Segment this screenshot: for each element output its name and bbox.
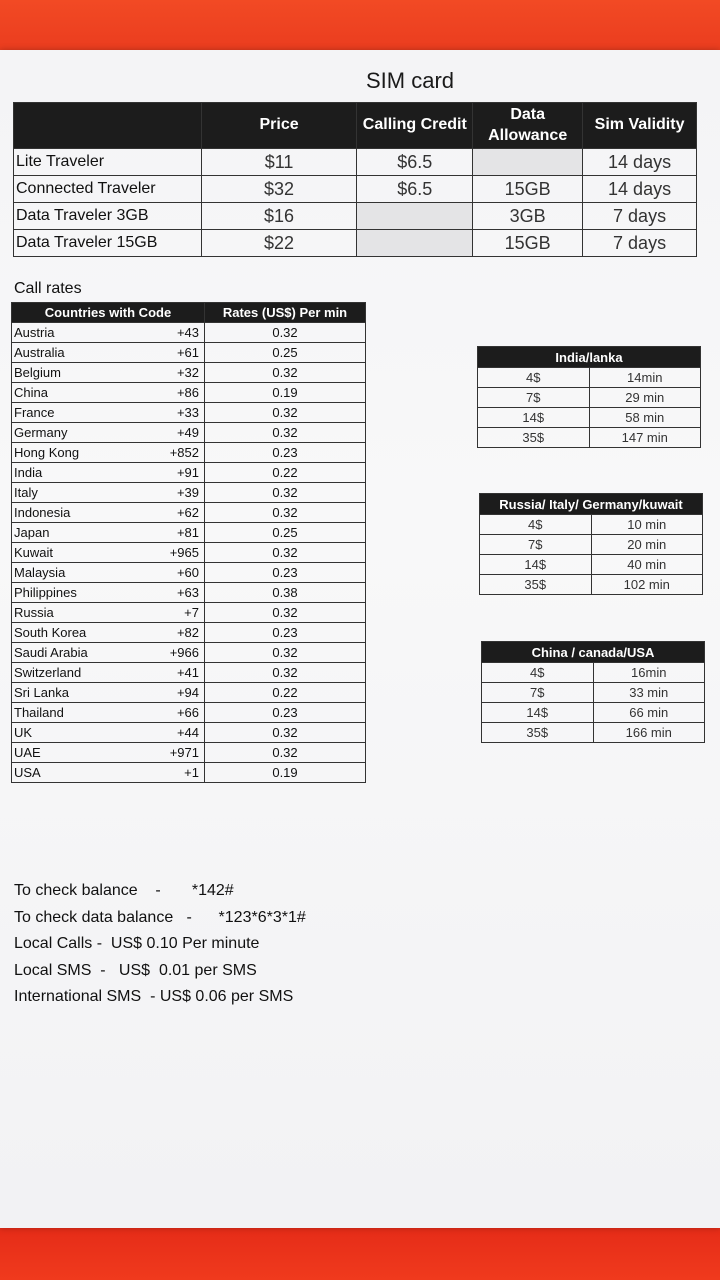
country-name: Kuwait bbox=[12, 543, 145, 563]
plan-data: 15GB bbox=[473, 230, 583, 257]
table-row bbox=[12, 443, 366, 463]
table-row bbox=[480, 515, 703, 535]
country-name: Germany bbox=[12, 423, 145, 443]
plan-price: $22 bbox=[201, 230, 357, 257]
country-name: Malaysia bbox=[12, 563, 145, 583]
pack-minutes: 14min bbox=[589, 368, 701, 388]
pack-price: 35$ bbox=[480, 575, 592, 595]
pack-price: 14$ bbox=[478, 408, 590, 428]
country-code: +965 bbox=[144, 543, 205, 563]
country-code: +66 bbox=[144, 703, 205, 723]
header-rates: Rates (US$) Per min bbox=[205, 303, 366, 323]
call-rate: 0.19 bbox=[205, 763, 366, 783]
note-check-data-balance: To check data balance - *123*6*3*1# bbox=[14, 908, 306, 926]
country-name: South Korea bbox=[12, 623, 145, 643]
country-code: +81 bbox=[144, 523, 205, 543]
country-code: +82 bbox=[144, 623, 205, 643]
country-name: Austria bbox=[12, 323, 145, 343]
table-row bbox=[12, 483, 366, 503]
table-row bbox=[12, 623, 366, 643]
plan-data: 15GB bbox=[473, 176, 583, 203]
country-code: +44 bbox=[144, 723, 205, 743]
country-name: Japan bbox=[12, 523, 145, 543]
country-code: +971 bbox=[144, 743, 205, 763]
note-international-sms: International SMS - US$ 0.06 per SMS bbox=[14, 988, 294, 1005]
pack-price: 7$ bbox=[480, 535, 592, 555]
note-local-calls: Local Calls - US$ 0.10 Per minute bbox=[14, 935, 260, 952]
call-rate: 0.22 bbox=[205, 683, 366, 703]
table-row bbox=[12, 403, 366, 423]
plan-validity: 14 days bbox=[583, 149, 697, 176]
table-row bbox=[12, 643, 366, 663]
sim-plans-table bbox=[13, 102, 697, 257]
table-row bbox=[12, 763, 366, 783]
pack-minutes: 10 min bbox=[591, 515, 703, 535]
table-row bbox=[12, 523, 366, 543]
plan-credit bbox=[357, 203, 473, 230]
country-name: Russia bbox=[12, 603, 145, 623]
call-rate: 0.32 bbox=[205, 483, 366, 503]
pack-price: 14$ bbox=[480, 555, 592, 575]
table-row bbox=[12, 383, 366, 403]
call-rates-title: Call rates bbox=[14, 280, 82, 297]
table-row bbox=[12, 583, 366, 603]
pack-price: 4$ bbox=[480, 515, 592, 535]
pack-minutes: 166 min bbox=[593, 723, 705, 743]
call-rate: 0.25 bbox=[205, 343, 366, 363]
table-row bbox=[14, 176, 697, 203]
country-code: +60 bbox=[144, 563, 205, 583]
pack-price: 35$ bbox=[478, 428, 590, 448]
call-rate: 0.32 bbox=[205, 403, 366, 423]
plan-name: Connected Traveler bbox=[14, 176, 202, 203]
call-rate: 0.23 bbox=[205, 703, 366, 723]
plan-price: $11 bbox=[201, 149, 357, 176]
country-name: Belgium bbox=[12, 363, 145, 383]
table-row bbox=[12, 723, 366, 743]
table-row bbox=[12, 563, 366, 583]
call-rate: 0.32 bbox=[205, 723, 366, 743]
country-name: Italy bbox=[12, 483, 145, 503]
pack-price: 35$ bbox=[482, 723, 594, 743]
pack-minutes: 147 min bbox=[589, 428, 701, 448]
pack-price: 14$ bbox=[482, 703, 594, 723]
country-name: China bbox=[12, 383, 145, 403]
country-code: +39 bbox=[144, 483, 205, 503]
table-row bbox=[12, 363, 366, 383]
country-code: +62 bbox=[144, 503, 205, 523]
pack-title: China / canada/USA bbox=[482, 642, 705, 663]
page-title: SIM card bbox=[365, 68, 455, 93]
call-rates-table bbox=[11, 302, 366, 783]
table-row bbox=[12, 743, 366, 763]
call-rate: 0.32 bbox=[205, 603, 366, 623]
call-rate: 0.32 bbox=[205, 743, 366, 763]
plan-price: $16 bbox=[201, 203, 357, 230]
country-name: Sri Lanka bbox=[12, 683, 145, 703]
call-rate: 0.32 bbox=[205, 663, 366, 683]
call-rate: 0.23 bbox=[205, 443, 366, 463]
plan-credit: $6.5 bbox=[357, 149, 473, 176]
table-row bbox=[12, 323, 366, 343]
table-row bbox=[482, 663, 705, 683]
call-rate: 0.32 bbox=[205, 503, 366, 523]
country-name: USA bbox=[12, 763, 145, 783]
country-name: UAE bbox=[12, 743, 145, 763]
pack-minutes: 29 min bbox=[589, 388, 701, 408]
country-code: +7 bbox=[144, 603, 205, 623]
country-code: +966 bbox=[144, 643, 205, 663]
call-rate: 0.32 bbox=[205, 423, 366, 443]
table-row bbox=[14, 203, 697, 230]
header-price: Price bbox=[201, 103, 357, 149]
country-name: Indonesia bbox=[12, 503, 145, 523]
table-row bbox=[12, 663, 366, 683]
header-calling-credit: Calling Credit bbox=[357, 103, 473, 149]
table-row bbox=[480, 535, 703, 555]
usage-notes bbox=[14, 878, 306, 1011]
pack-minutes: 40 min bbox=[591, 555, 703, 575]
header-sim-validity: Sim Validity bbox=[583, 103, 697, 149]
pack-price: 7$ bbox=[478, 388, 590, 408]
call-rate: 0.23 bbox=[205, 623, 366, 643]
country-code: +33 bbox=[144, 403, 205, 423]
plan-name: Data Traveler 15GB bbox=[14, 230, 202, 257]
country-name: Australia bbox=[12, 343, 145, 363]
plan-name: Lite Traveler bbox=[14, 149, 202, 176]
call-rate: 0.19 bbox=[205, 383, 366, 403]
table-row bbox=[482, 683, 705, 703]
pack-minutes: 102 min bbox=[591, 575, 703, 595]
plan-validity: 7 days bbox=[583, 203, 697, 230]
country-name: Philippines bbox=[12, 583, 145, 603]
table-row bbox=[480, 555, 703, 575]
table-row bbox=[12, 423, 366, 443]
table-row bbox=[14, 230, 697, 257]
country-code: +1 bbox=[144, 763, 205, 783]
country-code: +86 bbox=[144, 383, 205, 403]
pack-price: 4$ bbox=[482, 663, 594, 683]
country-code: +43 bbox=[144, 323, 205, 343]
table-row bbox=[482, 723, 705, 743]
table-row bbox=[478, 388, 701, 408]
pack-minutes: 58 min bbox=[589, 408, 701, 428]
table-row bbox=[480, 575, 703, 595]
plan-data: 3GB bbox=[473, 203, 583, 230]
country-code: +852 bbox=[144, 443, 205, 463]
table-row bbox=[12, 603, 366, 623]
pack-table-china-canada-usa bbox=[481, 641, 705, 743]
table-row bbox=[12, 463, 366, 483]
call-rate: 0.25 bbox=[205, 523, 366, 543]
country-name: Thailand bbox=[12, 703, 145, 723]
call-rate: 0.32 bbox=[205, 323, 366, 343]
header-data-allowance: Data Allowance bbox=[473, 103, 583, 149]
header-plan bbox=[14, 103, 202, 149]
plan-credit: $6.5 bbox=[357, 176, 473, 203]
country-code: +49 bbox=[144, 423, 205, 443]
call-rate: 0.32 bbox=[205, 643, 366, 663]
country-name: Hong Kong bbox=[12, 443, 145, 463]
pack-minutes: 20 min bbox=[591, 535, 703, 555]
pack-minutes: 33 min bbox=[593, 683, 705, 703]
call-rate: 0.22 bbox=[205, 463, 366, 483]
plan-validity: 14 days bbox=[583, 176, 697, 203]
country-code: +91 bbox=[144, 463, 205, 483]
table-row bbox=[478, 428, 701, 448]
country-name: France bbox=[12, 403, 145, 423]
table-row bbox=[478, 368, 701, 388]
country-name: India bbox=[12, 463, 145, 483]
plan-data bbox=[473, 149, 583, 176]
country-code: +32 bbox=[144, 363, 205, 383]
pack-title: Russia/ Italy/ Germany/kuwait bbox=[480, 494, 703, 515]
pack-table-russia-italy-germany-kuwait bbox=[479, 493, 703, 595]
table-row bbox=[478, 408, 701, 428]
call-rate: 0.38 bbox=[205, 583, 366, 603]
country-name: Saudi Arabia bbox=[12, 643, 145, 663]
note-check-balance: To check balance - *142# bbox=[14, 882, 234, 899]
country-name: UK bbox=[12, 723, 145, 743]
red-surface-bottom bbox=[0, 1220, 720, 1280]
plan-name: Data Traveler 3GB bbox=[14, 203, 202, 230]
sim-table-header bbox=[14, 103, 697, 149]
call-rate: 0.23 bbox=[205, 563, 366, 583]
country-name: Switzerland bbox=[12, 663, 145, 683]
table-row bbox=[12, 543, 366, 563]
pack-title: India/lanka bbox=[478, 347, 701, 368]
country-code: +61 bbox=[144, 343, 205, 363]
country-code: +94 bbox=[144, 683, 205, 703]
table-row bbox=[14, 149, 697, 176]
pack-minutes: 16min bbox=[593, 663, 705, 683]
plan-validity: 7 days bbox=[583, 230, 697, 257]
plan-credit bbox=[357, 230, 473, 257]
pack-table-india-lanka bbox=[477, 346, 701, 448]
table-row bbox=[12, 343, 366, 363]
pack-price: 7$ bbox=[482, 683, 594, 703]
pack-minutes: 66 min bbox=[593, 703, 705, 723]
plan-price: $32 bbox=[201, 176, 357, 203]
country-code: +41 bbox=[144, 663, 205, 683]
table-row bbox=[12, 703, 366, 723]
header-countries: Countries with Code bbox=[12, 303, 205, 323]
country-code: +63 bbox=[144, 583, 205, 603]
pack-price: 4$ bbox=[478, 368, 590, 388]
table-row bbox=[12, 683, 366, 703]
call-rates-header bbox=[12, 303, 366, 323]
table-row bbox=[482, 703, 705, 723]
call-rate: 0.32 bbox=[205, 543, 366, 563]
call-rate: 0.32 bbox=[205, 363, 366, 383]
table-row bbox=[12, 503, 366, 523]
note-local-sms: Local SMS - US$ 0.01 per SMS bbox=[14, 961, 257, 979]
